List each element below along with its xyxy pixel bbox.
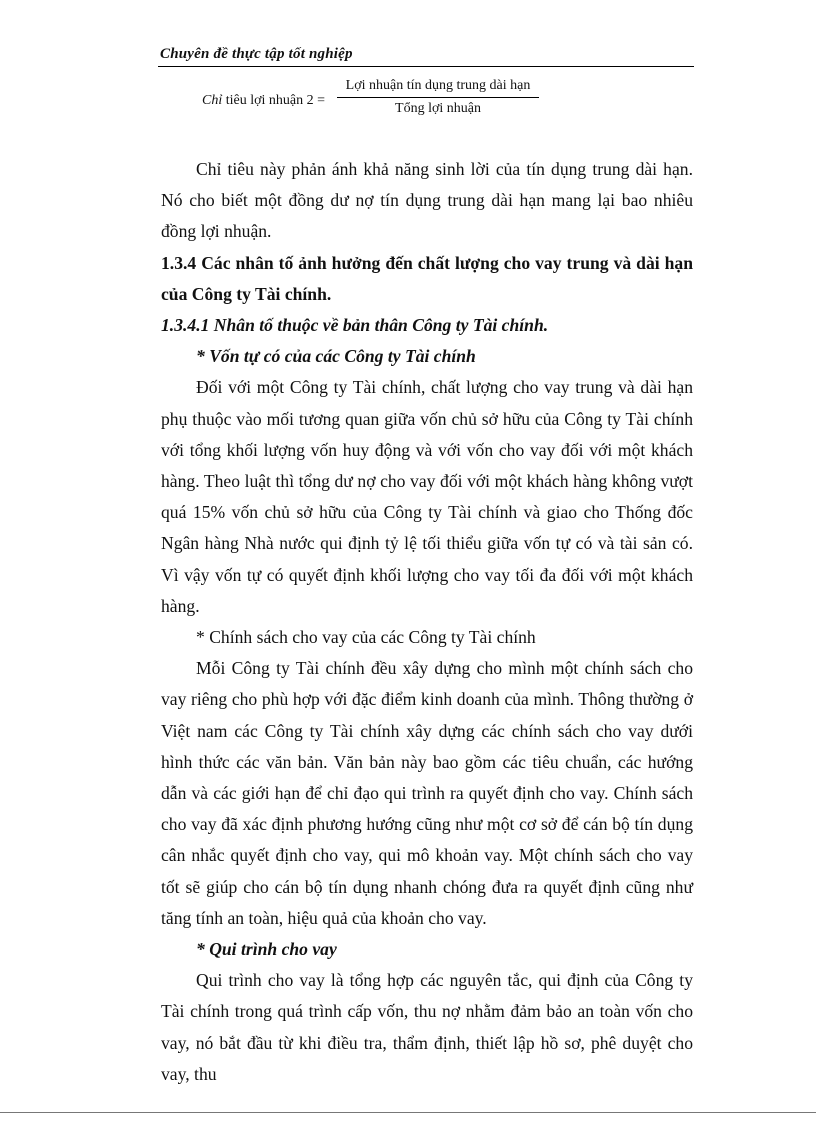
- paragraph-lending-policy: Mỗi Công ty Tài chính đều xây dựng cho mình một chính sách cho vay riêng cho phù hợp với đặc điểm kinh doanh của mình. Thông thường ở Việt nam các Công ty Tài chính xây dựng các chính sách cho vay dưới hình thức các văn bản. Văn bản này bao gồm các tiêu chuẩn, các hướng dẫn và các giới hạn để chỉ đạo qui trình ra quyết định cho vay. Chính sách cho vay đã xác định phương hướng cũng như một cơ sở để cán bộ tín dụng cân nhắc quyết định cho vay, qui mô khoản vay. Một chính sách cho vay tốt sẽ giúp cho cán bộ tín dụng nhanh chóng đưa ra quyết định cũng như tăng tính an toàn, hiệu quả của khoản cho vay.: [161, 658, 693, 928]
- section-heading-1-3-4: 1.3.4 Các nhân tố ảnh hưởng đến chất lượng cho vay trung và dài hạn của Công ty Tài chính.: [161, 252, 693, 304]
- formula-lhs-rest: tiêu lợi nhuận 2 =: [222, 93, 326, 108]
- header-rule: [158, 66, 694, 67]
- paragraph-lending-process: Qui trình cho vay là tổng hợp các nguyên tắc, qui định của Công ty Tài chính trong quá trình cấp vốn, thu nợ nhằm đảm bảo an toàn vốn cho vay, nó bắt đầu từ khi điều tra, thẩm định, thiết lập hồ sơ, phê duyệt cho vay, thu: [161, 970, 693, 1084]
- formula-fraction: [337, 78, 539, 117]
- paragraph-own-capital: Đối với một Công ty Tài chính, chất lượng cho vay trung và dài hạn phụ thuộc vào mối tương quan giữa vốn chủ sở hữu của Công ty Tài chính với tổng khối lượng vốn huy động và với vốn cho vay đối với một khách hàng. Theo luật thì tổng dư nợ cho vay đối với một khách hàng không vượt quá 15% vốn chủ sở hữu của Công ty Tài chính và giao cho Thống đốc Ngân hàng Nhà nước qui định tỷ lệ tối thiểu giữa vốn tự có và tài sản có. Vì vậy vốn tự có quyết định khối lượng cho vay tối đa đối với một khách hàng.: [161, 377, 693, 616]
- subheading-lending-process: * Qui trình cho vay: [196, 939, 337, 960]
- document-body: [161, 154, 693, 1090]
- formula-denominator: Tổng lợi nhuận: [395, 101, 481, 116]
- subsection-heading-1-3-4-1: 1.3.4.1 Nhân tố thuộc về bản thân Công ty Tài chính.: [161, 315, 549, 336]
- formula-numerator: Lợi nhuận tín dụng trung dài hạn: [337, 78, 539, 98]
- formula-lhs: [202, 93, 325, 109]
- subheading-lending-policy: * Chính sách cho vay của các Công ty Tài chính: [196, 627, 536, 648]
- formula-lhs-italic: Chỉ: [202, 93, 223, 108]
- subheading-own-capital: * Vốn tự có của các Công ty Tài chính: [196, 346, 476, 367]
- page-bottom-edge: [0, 1112, 816, 1113]
- paragraph-profit-indicator: Chỉ tiêu này phản ánh khả năng sinh lời của tín dụng trung dài hạn. Nó cho biết một đồng dư nợ tín dụng trung dài hạn mang lại bao nhiêu đồng lợi nhuận.: [161, 159, 693, 242]
- header-title: Chuyên đề thực tập tốt nghiệp: [160, 46, 353, 62]
